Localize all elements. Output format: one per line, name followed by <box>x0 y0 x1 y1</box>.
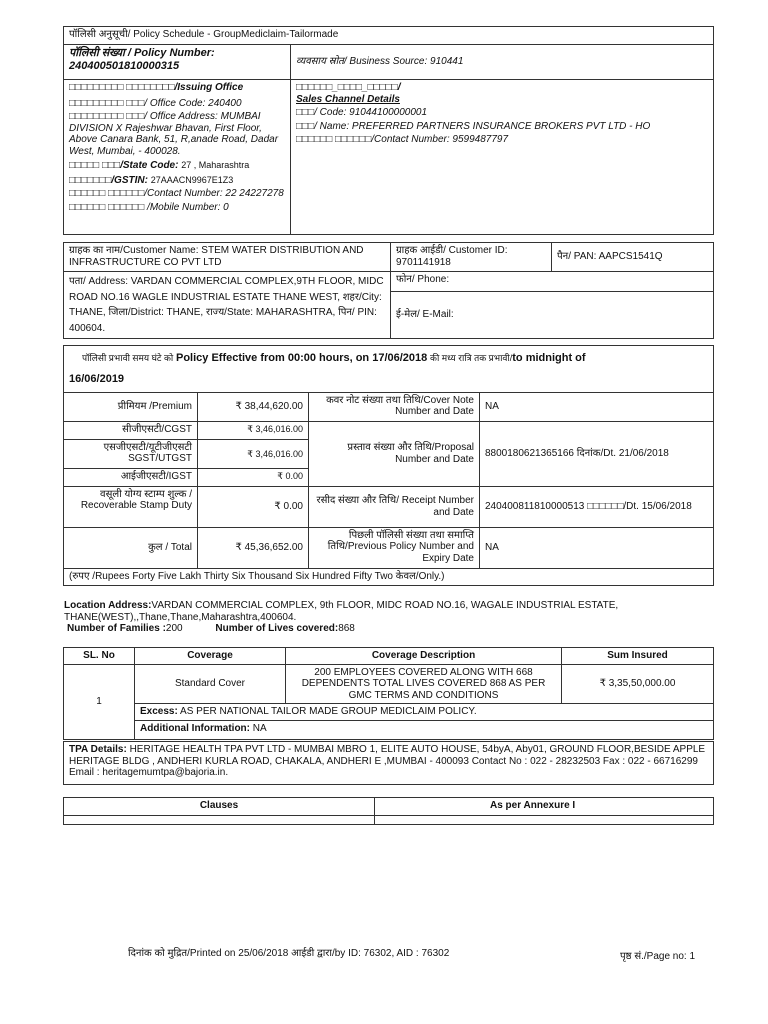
coverage-additional-info: Additional Information: NA <box>135 721 714 740</box>
premium-table <box>63 345 714 586</box>
customer-id: ग्राहक आईडी/ Customer ID: 9701141918 <box>391 243 552 272</box>
customer-name: ग्राहक का नाम/Customer Name: STEM WATER DISTRIBUTION AND INFRASTRUCTURE CO PVT LTD <box>64 243 391 272</box>
business-source: व्यवसाय स्रोत/ Business Source: 910441 <box>291 45 714 80</box>
premium-label: प्रीमियम /Premium <box>64 392 198 421</box>
stamp-duty-value: ₹ 0.00 <box>198 486 309 527</box>
amount-in-words: (रुपए /Rupees Forty Five Lakh Thirty Six Thousand Six Hundred Fifty Two केवल/Only.) <box>64 568 714 585</box>
sgst-label: एसजीएसटी/यूटीजीएसटी SGST/UTGST <box>64 439 198 468</box>
igst-value: ₹ 0.00 <box>198 468 309 486</box>
cgst-value: ₹ 3,46,016.00 <box>198 421 309 439</box>
sales-code: □□□/ Code: 91044100000001 <box>296 107 428 118</box>
premium-value: ₹ 38,44,620.00 <box>198 392 309 421</box>
policy-number-label: पॉलिसी संख्या / Policy Number: <box>69 47 215 59</box>
clauses-table <box>63 797 714 825</box>
coverage-excess: Excess: AS PER NATIONAL TAILOR MADE GROUP MEDICLAIM POLICY. <box>135 704 714 721</box>
sgst-value: ₹ 3,46,016.00 <box>198 439 309 468</box>
customer-pan: पैन/ PAN: AAPCS1541Q <box>552 243 714 272</box>
office-code: □□□□□□□□□ □□□/ Office Code: 240400 <box>69 97 242 109</box>
effective-period: पॉलिसी प्रभावी समय घंटे को Policy Effective from 00:00 hours, on 17/06/2018 की मध्य रात्रि तक प्रभावी/to midnight of 16/06/2019 <box>64 346 714 393</box>
customer-table <box>63 242 714 339</box>
customer-address: पता/ Address: VARDAN COMMERCIAL COMPLEX,9TH FLOOR, MIDC ROAD NO.16 WAGLE INDUSTRIAL ESTATE THANE WEST, शहर/City: THANE, जिला/District: THANE, राज्य/State: MAHARASHTRA, पिन/ PIN: 400604. <box>64 272 391 339</box>
coverage-description: 200 EMPLOYEES COVERED ALONG WITH 668 DEPENDENTS TOTAL LIVES COVERED 868 AS PER GMC TERMS AND CONDITIONS <box>286 664 562 704</box>
tpa-table <box>63 741 714 785</box>
issuing-office-heading: □□□□□□□□□ □□□□□□□□/Issuing Office <box>69 82 244 93</box>
receipt-value: 240400811810000513 □□□□□□/Dt. 15/06/2018 <box>480 486 714 527</box>
receipt-label: रसीद संख्या और तिथि/ Receipt Number and Date <box>309 486 480 527</box>
tpa-details: TPA Details: HERITAGE HEALTH TPA PVT LTD - MUMBAI MBRO 1, ELITE AUTO HOUSE, 54byA, Aby01, GROUND FLOOR,BESIDE APPLE HERITAGE BLDG , ANDHERI KURLA ROAD, CHAKALA, ANDHERI E ,MUMBAI - 400093 Contact No : 022 - 28232503 Fax : 022 - 66716299 Email : heritagemumtpa@bajoria.in. <box>64 742 714 785</box>
proposal-value: 8800180621365166 दिनांक/Dt. 21/06/2018 <box>480 421 714 486</box>
schedule-title: पॉलिसी अनुसूची/ Policy Schedule - GroupMediclaim-Tailormade <box>64 27 714 45</box>
coverage-header-sl: SL. No <box>64 648 135 665</box>
clauses-spacer-right <box>375 816 714 825</box>
coverage-header-description: Coverage Description <box>286 648 562 665</box>
total-value: ₹ 45,36,652.00 <box>198 527 309 568</box>
sales-channel-heading-native: □□□□□□_□□□□_□□□□□/ <box>296 82 401 93</box>
clauses-value: As per Annexure I <box>375 798 714 816</box>
coverage-sl: 1 <box>64 664 135 740</box>
gstin: □□□□□□□/GSTIN: 27AAACN9967E1Z3 <box>69 174 234 186</box>
policy-number: 240400501810000315 <box>69 59 180 72</box>
proposal-label: प्रस्ताव संख्या और तिथि/Proposal Number and Date <box>309 421 480 486</box>
sales-contact: □□□□□□ □□□□□□/Contact Number: 9599487797 <box>296 134 509 145</box>
previous-policy-label: पिछली पॉलिसी संख्या तथा समाप्ति तिथि/Previous Policy Number and Expiry Date <box>309 527 480 568</box>
office-contact: □□□□□□ □□□□□□/Contact Number: 22 24227278 <box>69 188 284 199</box>
previous-policy-value: NA <box>480 527 714 568</box>
page-number: पृष्ठ सं./Page no: 1 <box>620 951 696 962</box>
total-label: कुल / Total <box>64 527 198 568</box>
policy-number-cell <box>64 45 291 80</box>
issuing-office-cell <box>64 80 291 235</box>
printed-on: दिनांक को मुद्रित/Printed on 25/06/2018 आईडी द्वारा/by ID: 76302, AID : 76302 <box>128 948 450 959</box>
sales-name: □□□/ Name: PREFERRED PARTNERS INSURANCE BROKERS PVT LTD - HO <box>296 120 651 132</box>
coverage-table <box>63 647 714 740</box>
families-lives: Number of Families :200 Number of Lives covered:868 <box>67 623 355 634</box>
location-section <box>64 600 714 635</box>
state-code: □□□□□ □□□/State Code: 27 , Maharashtra <box>69 160 250 171</box>
sales-channel-cell <box>291 80 714 235</box>
coverage-sum: ₹ 3,35,50,000.00 <box>562 664 714 704</box>
cover-note-label: कवर नोट संख्या तथा तिथि/Cover Note Number and Date <box>309 392 480 421</box>
coverage-header-sum: Sum Insured <box>562 648 714 665</box>
customer-email: ई-मेल/ E-Mail: <box>391 291 714 338</box>
coverage-header-coverage: Coverage <box>135 648 286 665</box>
policy-header-table <box>63 26 714 235</box>
office-address: □□□□□□□□□ □□□/ Office Address: MUMBAI DIVISION X Rajeshwar Bhavan, First Floor, Above Canara Bank, 51, R,anade Road, Dadar West, Mumbai, - 400028. <box>69 111 279 157</box>
office-mobile: □□□□□□ □□□□□□ /Mobile Number: 0 <box>69 201 229 213</box>
sales-channel-heading: Sales Channel Details <box>296 93 400 105</box>
coverage-name: Standard Cover <box>135 664 286 704</box>
location-address: Location Address:VARDAN COMMERCIAL COMPLEX, 9th FLOOR, MIDC ROAD NO.16, WAGALE INDUSTRIAL ESTATE, THANE(WEST),,Thane,Thane,Maharashtra,400604. <box>64 600 619 623</box>
clauses-spacer-left <box>64 816 375 825</box>
igst-label: आईजीएसटी/IGST <box>64 468 198 486</box>
customer-phone: फोन/ Phone: <box>391 272 714 292</box>
stamp-duty-label: वसूली योग्य स्टाम्प शुल्क / Recoverable Stamp Duty <box>64 486 198 527</box>
clauses-label: Clauses <box>64 798 375 816</box>
cover-note-value: NA <box>480 392 714 421</box>
cgst-label: सीजीएसटी/CGST <box>64 421 198 439</box>
